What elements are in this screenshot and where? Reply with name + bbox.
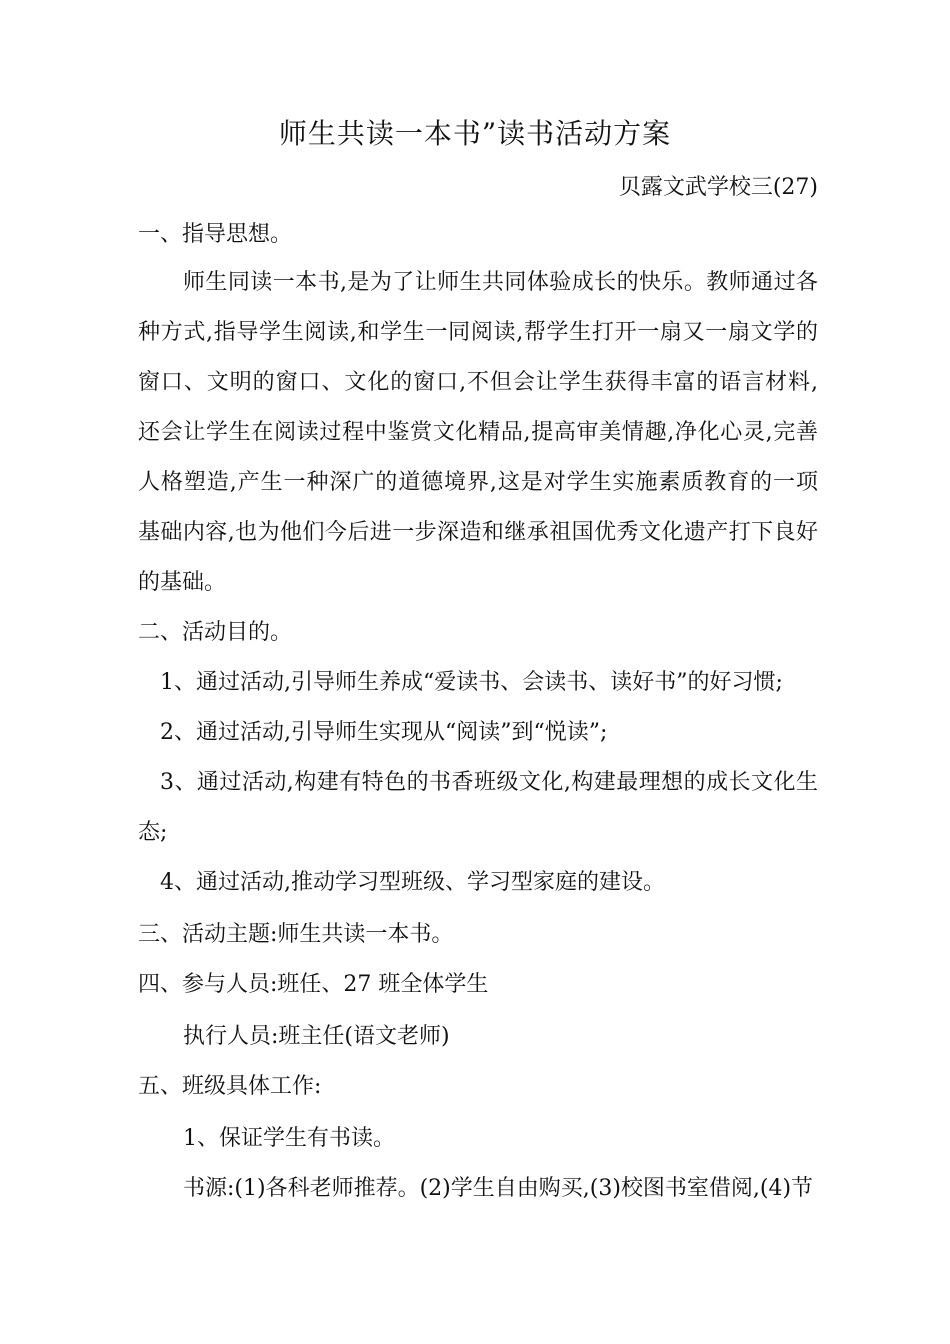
list-item: 2、通过活动,引导师生实现从“阅读”到“悦读”;	[160, 720, 608, 745]
paragraph-line: 基础内容,也为他们今后进一步深造和继承祖国优秀文化遗产打下良好	[138, 520, 818, 545]
paragraph-line: 的基础。	[138, 570, 227, 595]
document-author: 贝露文武学校三(27)	[618, 175, 818, 200]
list-item: 1、通过活动,引导师生养成“爱读书、会读书、读好书”的好习惯;	[160, 670, 783, 695]
paragraph-line: 还会让学生在阅读过程中鉴赏文化精品,提高审美情趣,净化心灵,完善	[138, 420, 818, 445]
section-5-item: 1、保证学生有书读。	[183, 1126, 395, 1151]
paragraph-line: 师生同读一本书,是为了让师生共同体验成长的快乐。教师通过各	[183, 270, 818, 295]
section-4-heading: 四、参与人员:班任、27 班全体学生	[138, 972, 489, 997]
section-1-heading: 一、指导思想。	[138, 222, 293, 247]
paragraph-line: 窗口、文明的窗口、文化的窗口,不但会让学生获得丰富的语言材料,	[138, 370, 818, 395]
list-item: 3、通过活动,构建有特色的书香班级文化,构建最理想的成长文化生	[160, 770, 818, 795]
book-sources-line: 书源:(1)各科老师推荐。(2)学生自由购买,(3)校图书室借阅,(4)节	[183, 1176, 814, 1201]
executor-line: 执行人员:班主任(语文老师)	[183, 1024, 450, 1049]
document-title: 师生共读一本书”读书活动方案	[278, 117, 672, 150]
paragraph-line: 种方式,指导学生阅读,和学生一同阅读,帮学生打开一扇又一扇文学的	[138, 320, 818, 345]
section-2-heading: 二、活动目的。	[138, 620, 293, 645]
list-item: 4、通过活动,推动学习型班级、学习型家庭的建设。	[160, 870, 665, 895]
section-3-heading: 三、活动主题:师生共读一本书。	[138, 922, 454, 947]
section-5-heading: 五、班级具体工作:	[138, 1074, 322, 1099]
list-item-continuation: 态;	[138, 820, 168, 845]
paragraph-line: 人格塑造,产生一种深广的道德境界,这是对学生实施素质教育的一项	[138, 470, 818, 495]
